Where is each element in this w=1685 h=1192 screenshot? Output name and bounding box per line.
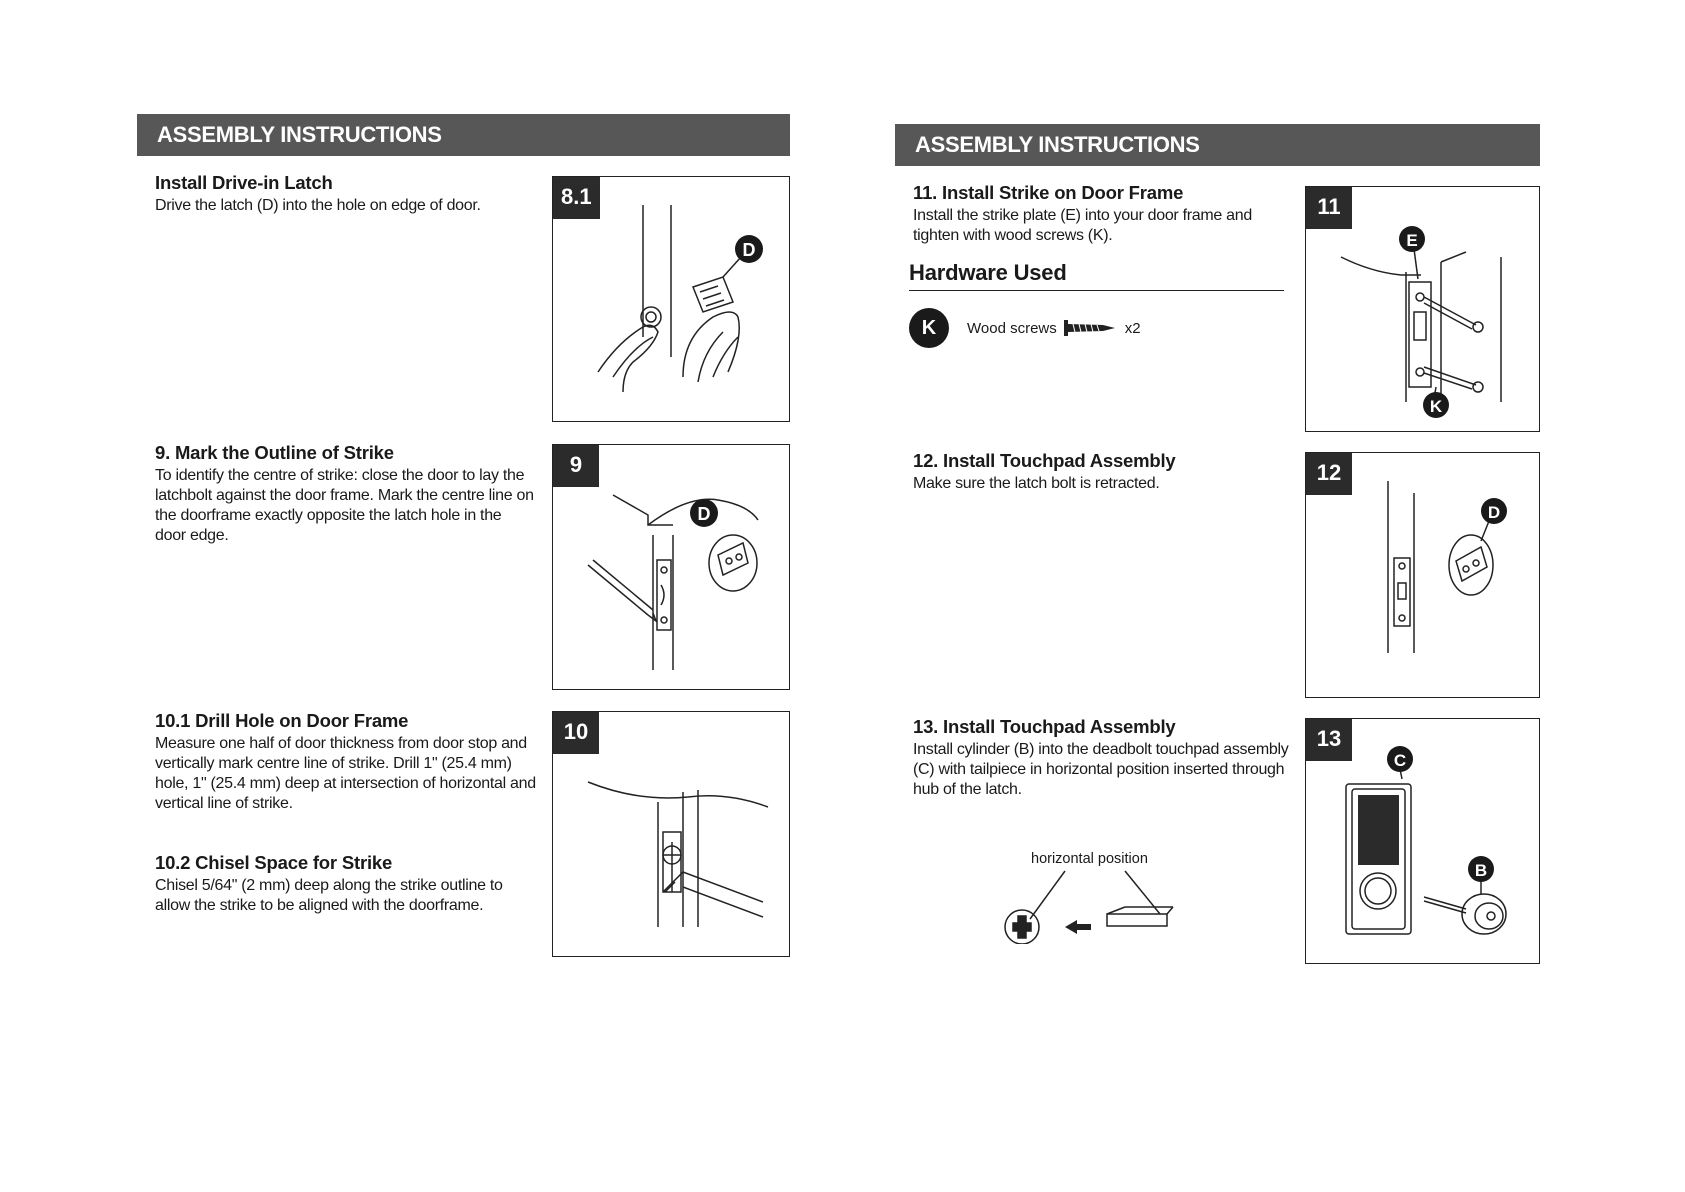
- step-title: 9. Mark the Outline of Strike: [155, 442, 394, 463]
- step-title: 11. Install Strike on Door Frame: [913, 182, 1184, 203]
- right-banner: ASSEMBLY INSTRUCTIONS: [895, 124, 1540, 166]
- horizontal-position-label: horizontal position: [1031, 851, 1148, 867]
- hardware-name: Wood screws: [967, 319, 1057, 337]
- hardware-divider: [909, 290, 1284, 291]
- step-10-2-text: [155, 852, 535, 916]
- step-title: 13. Install Touchpad Assembly: [913, 716, 1176, 737]
- callout-d: D: [1487, 503, 1501, 522]
- hardware-heading: Hardware Used: [909, 260, 1067, 285]
- figure-12: [1305, 452, 1540, 698]
- step-title: Install Drive-in Latch: [155, 172, 333, 193]
- step-body: Measure one half of door thickness from door stop and vertically mark centre line of strike. Drill 1" (25.4 mm) hole, 1" (25.4 mm) deep at intersection of horizontal and vertical line of strike.: [155, 735, 536, 812]
- step-title: 12. Install Touchpad Assembly: [913, 450, 1176, 471]
- step-body: Drive the latch (D) into the hole on edge of door.: [155, 197, 481, 214]
- step-body: Install the strike plate (E) into your door frame and tighten with wood screws (K).: [913, 207, 1252, 244]
- step-11-text: [913, 182, 1293, 246]
- step-9-text: [155, 442, 535, 546]
- figure-11: [1305, 186, 1540, 432]
- step-body: Chisel 5/64" (2 mm) deep along the strike outline to allow the strike to be aligned with the doorframe.: [155, 877, 503, 914]
- arrow-left-icon: [1065, 920, 1091, 934]
- callout-c: C: [1393, 751, 1407, 770]
- step-title: 10.1 Drill Hole on Door Frame: [155, 710, 409, 731]
- figure-label: 13: [1306, 719, 1352, 761]
- step-body: Install cylinder (B) into the deadbolt touchpad assembly (C) with tailpiece in horizontal position inserted through hub of the latch.: [913, 741, 1289, 798]
- callout-k: K: [1429, 397, 1443, 416]
- left-page: [137, 114, 790, 964]
- step-10-1-text: [155, 710, 540, 814]
- figure-9: [552, 444, 790, 690]
- step-13-text: [913, 716, 1298, 800]
- figure-8-1: [552, 176, 790, 422]
- step-title: 10.2 Chisel Space for Strike: [155, 852, 393, 873]
- step-body: Make sure the latch bolt is retracted.: [913, 475, 1160, 492]
- figure-10: [552, 711, 790, 957]
- callout-d: D: [742, 240, 756, 260]
- figure-label: 10: [553, 712, 599, 754]
- callout-e: E: [1406, 231, 1418, 250]
- step-body: To identify the centre of strike: close the door to lay the latchbolt against the door frame. Mark the centre line on the doorframe exactly opposite the latch hole in the door edge.: [155, 467, 534, 544]
- figure-label: 9: [553, 445, 599, 487]
- hardware-qty: x2: [1124, 319, 1141, 337]
- figure-label: 8.1: [553, 177, 600, 219]
- figure-label: 11: [1306, 187, 1352, 229]
- screw-icon: [1063, 318, 1119, 338]
- figure-13: [1305, 718, 1540, 964]
- callout-d: D: [697, 504, 711, 524]
- hardware-letter: K: [909, 308, 949, 348]
- right-page: [895, 124, 1540, 964]
- left-banner: ASSEMBLY INSTRUCTIONS: [137, 114, 790, 156]
- callout-b: B: [1474, 861, 1488, 880]
- tailpiece-orientation-diagram: [995, 869, 1195, 944]
- step-8-1-text: [155, 172, 515, 216]
- hardware-item-k: [909, 308, 1141, 348]
- figure-label: 12: [1306, 453, 1352, 495]
- step-12-text: [913, 450, 1293, 494]
